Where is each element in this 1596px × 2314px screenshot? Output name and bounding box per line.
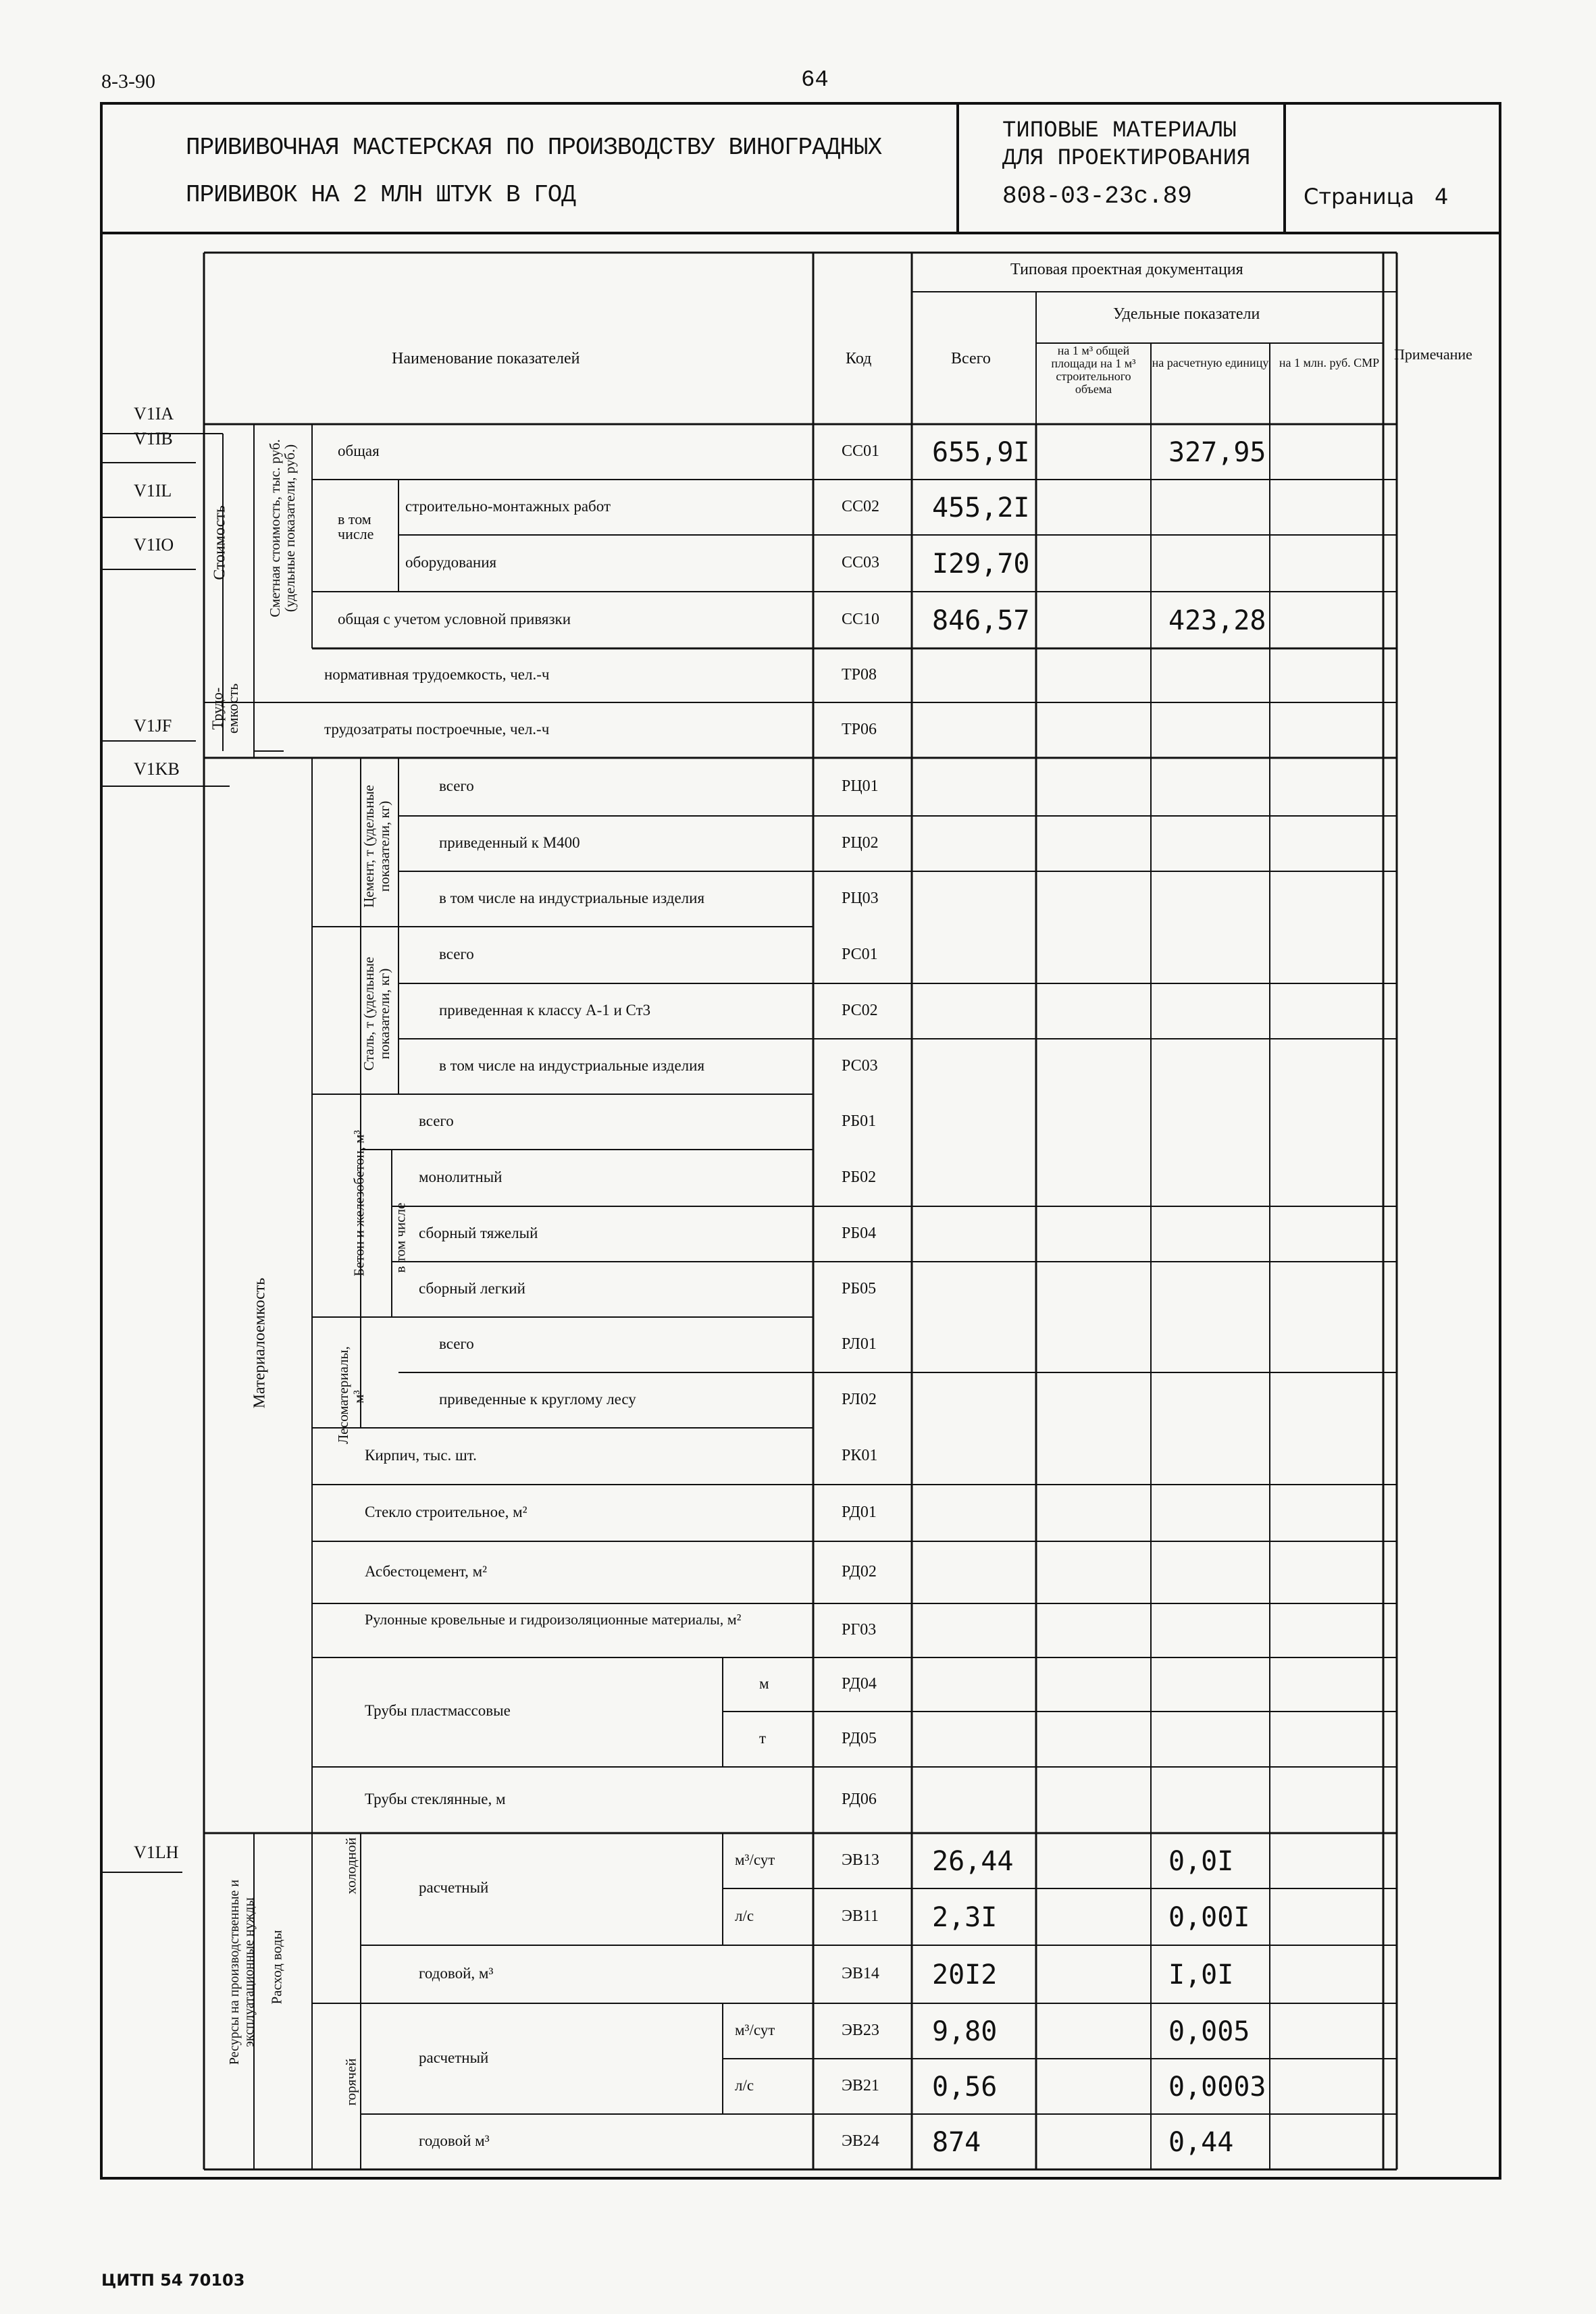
row-per-unit: 0,0I [1168,1846,1234,1877]
row-total: 26,44 [932,1846,1014,1877]
row-code: РД05 [842,1730,877,1747]
row-code: РД04 [842,1675,877,1693]
row-code: РЛ02 [842,1391,877,1408]
series-line-2: ДЛЯ ПРОЕКТИРОВАНИЯ [1002,146,1251,172]
row-code: РД01 [842,1503,877,1521]
header-name: Наименование показателей [392,350,580,367]
title-line-1: ПРИВИВОЧНАЯ МАСТЕРСКАЯ ПО ПРОИЗВОДСТВУ ВИНОГРАДНЫХ [186,134,882,161]
row-name: в том числе на индустриальные изделия [439,1057,705,1074]
row-name: Асбестоцемент, м² [365,1563,488,1580]
row-code: ЭВ13 [842,1851,879,1869]
row-name: всего [439,777,474,794]
side-code: V1JF [134,716,172,736]
row-code: РД02 [842,1563,877,1580]
group-steel: Сталь, т (удельные показатели, кг) [361,956,392,1071]
row-code: РЦ02 [842,834,879,852]
row-code: РК01 [842,1447,878,1464]
row-name: годовой, м³ [419,1965,494,1982]
side-code: V1LH [134,1843,179,1862]
group-cement: Цемент, т (удельные показатели, кг) [361,785,392,908]
header-per-m3: на 1 м³ общей площади на 1 м³ строительного объема [1051,344,1136,396]
title-line-2: ПРИВИВОК НА 2 МЛН ШТУК В ГОД [186,181,575,209]
row-code: РС01 [842,946,878,963]
row-code: РС03 [842,1057,878,1075]
footer-code: ЦИТП 54 70103 [101,2271,245,2290]
row-per-unit: 0,44 [1168,2127,1234,2158]
row-total: I29,70 [932,548,1030,580]
row-name: приведенный к М400 [439,834,580,851]
row-name: общая [338,442,380,459]
row-per-unit: 423,28 [1168,605,1266,636]
row-name: Трубы пластмассовые [365,1702,511,1719]
row-total: 2,3I [932,1902,998,1933]
row-code: ЭВ14 [842,1965,879,1982]
row-name: монолитный [419,1168,503,1185]
row-unit: м³/сут [735,1851,775,1868]
header-per-mln: на 1 млн. руб. СМР [1279,356,1380,369]
row-code: РЛ01 [842,1335,877,1353]
group-hot: горячей [342,2058,359,2106]
group-in-that: в том числе [338,511,374,542]
header-note: Примечание [1394,346,1472,363]
group-cold: холодной [342,1837,359,1895]
side-code: V1IO [134,535,174,555]
row-unit: м³/сут [735,2022,775,2038]
row-name: Кирпич, тыс. шт. [365,1447,477,1464]
row-unit: л/с [735,2077,754,2094]
row-unit: т [759,1730,767,1747]
row-code: РЦ03 [842,890,879,907]
header-per-unit: на расчетную единицу [1152,356,1269,369]
row-code: ТР06 [842,721,877,738]
row-name: расчетный [419,2049,489,2066]
row-unit: м [759,1675,769,1692]
row-code: РЦ01 [842,777,879,795]
row-name: в том числе на индустриальные изделия [439,890,705,906]
row-total: 455,2I [932,492,1030,523]
row-name: приведенные к круглому лесу [439,1391,636,1408]
header-typical-doc: Типовая проектная документация [1010,261,1243,278]
row-code: ЭВ24 [842,2132,879,2150]
row-code: РС02 [842,1002,878,1019]
row-name: Стекло строительное, м² [365,1503,527,1520]
row-total: 846,57 [932,605,1030,636]
group-material: Материалоемкость [251,1277,269,1409]
row-name: трудозатраты построечные, чел.-ч [324,721,550,738]
group-timber: Лесоматериалы, м³ [335,1346,367,1444]
row-per-unit: 0,00I [1168,1902,1250,1933]
row-name: сборный тяжелый [419,1225,538,1241]
row-name: нормативная трудоемкость, чел.-ч [324,666,550,683]
page-value: 4 [1435,184,1449,209]
row-name: Рулонные кровельные и гидроизоляционные материалы, м² [365,1611,742,1628]
side-code: V1KB [134,759,180,779]
group-concrete: Бетон и железобетон, м³ [351,1130,367,1277]
row-code: РБ05 [842,1280,877,1297]
group-labor: Трудо-емкость [209,683,241,734]
row-code: РГ03 [842,1621,877,1639]
row-name: расчетный [419,1879,489,1896]
row-name: сборный легкий [419,1280,525,1297]
page-number: 64 [801,68,829,93]
row-code: РБ02 [842,1168,877,1186]
row-code: РБ01 [842,1112,877,1130]
row-name: приведенная к классу А-1 и Ст3 [439,1002,651,1019]
group-cost: Стоимость [211,505,229,580]
side-code: V1IL [134,481,172,500]
row-total: 9,80 [932,2016,998,2047]
row-code: РБ04 [842,1225,877,1242]
row-total: 655,9I [932,437,1030,468]
row-name: годовой м³ [419,2132,490,2149]
row-name: оборудования [405,554,497,571]
doc-code: 8-3-90 [101,70,155,93]
row-total: 20I2 [932,1959,998,1990]
header-code: Код [846,350,872,367]
row-per-unit: 0,005 [1168,2016,1250,2047]
row-code: ЭВ11 [842,1907,879,1925]
row-name: всего [439,1335,474,1352]
page-label: Страница [1304,184,1415,209]
row-code: СС10 [842,611,880,628]
row-name: Трубы стеклянные, м [365,1791,506,1807]
row-per-unit: 0,0003 [1168,2072,1266,2103]
group-concrete-in-that: в том числе [392,1202,409,1273]
group-water: Расход воды [268,1930,285,2005]
row-per-unit: I,0I [1168,1959,1234,1990]
group-resources: Ресурсы на производственные и эксплуатационные нужды [227,1879,257,2065]
row-code: СС03 [842,554,880,571]
row-name: строительно-монтажных работ [405,498,611,515]
row-total: 0,56 [932,2072,998,2103]
series-code: 808-03-23с.89 [1002,182,1192,210]
row-total: 874 [932,2127,981,2158]
series-line-1: ТИПОВЫЕ МАТЕРИАЛЫ [1002,118,1237,144]
side-code: V1IA [134,404,174,423]
header-specific: Удельные показатели [1113,305,1260,323]
row-code: СС01 [842,442,880,460]
row-code: ЭВ23 [842,2022,879,2039]
row-name: общая с учетом условной привязки [338,611,571,627]
row-per-unit: 327,95 [1168,437,1266,468]
row-code: РД06 [842,1791,877,1808]
row-code: ТР08 [842,666,877,684]
row-unit: л/с [735,1907,754,1924]
row-name: всего [439,946,474,962]
row-code: СС02 [842,498,880,515]
group-cost-sub: Сметная стоимость, тыс. руб. (удельные показатели, руб.) [267,439,298,617]
row-code: ЭВ21 [842,2077,879,2094]
row-name: всего [419,1112,454,1129]
side-code: V1IB [134,429,173,448]
header-total: Всего [951,350,991,367]
